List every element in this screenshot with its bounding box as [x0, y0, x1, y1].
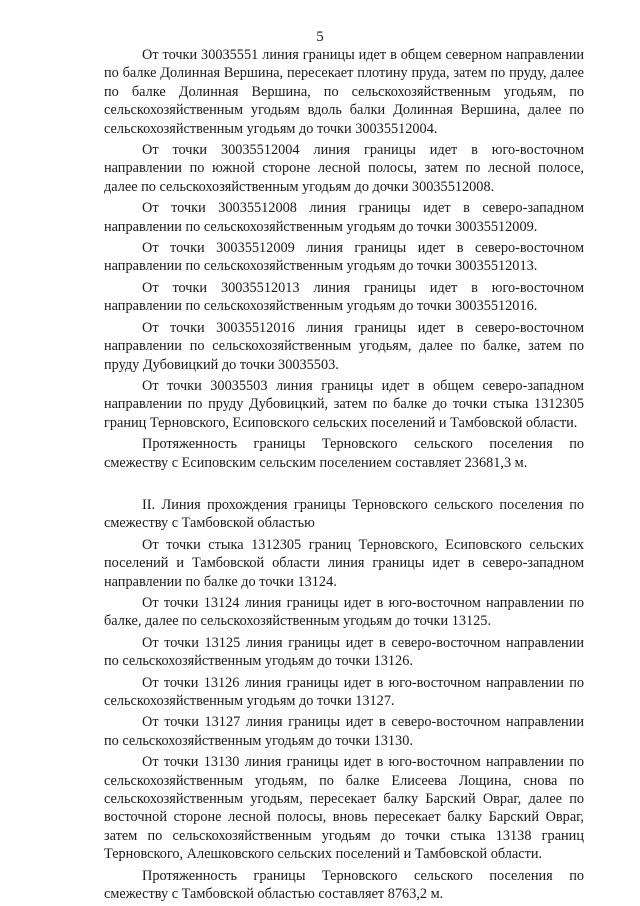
boundary-paragraph: От точки 30035512004 линия границы идет в юго-восточном направлении по южной стороне лесной полосы, затем по лесной полосе, далее по сельскохозяйственным угодьям до дочки 30035512008.: [104, 142, 584, 195]
document-body: [104, 46, 584, 906]
boundary-paragraph: От точки 13124 линия границы идет в юго-восточном направлении по балке, далее по сельскохозяйственным угодьям до точки 13125.: [104, 594, 584, 630]
page-number: 5: [316, 29, 324, 45]
boundary-paragraph: От точки 30035551 линия границы идет в общем северном направлении по балке Долинная Вершина, пересекает плотину пруда, затем по пруду, далее по балке Долинная Вершина, по сельскохозяйственным угодьям, по сельскохозяйственным угодьям вдоль балки Долинная Вершина, далее по сельскохозяйственным угодьям до точки 30035512004.: [104, 47, 584, 137]
boundary-paragraph: От точки 30035512009 линия границы идет в северо-восточном направлении по сельскохозяйственным угодьям до точки 30035512013.: [104, 240, 584, 275]
section-heading: II. Линия прохождения границы Терновского сельского поселения по смежеству с Тамбовской областью: [104, 496, 584, 532]
boundary-length-summary: Протяженность границы Терновского сельского поселения по смежеству с Есиповским сельским поселением составляет 23681,3 м.: [104, 436, 584, 471]
boundary-paragraph: От точки 13126 линия границы идет в юго-восточном направлении по сельскохозяйственным угодьям до точки 13127.: [104, 674, 584, 709]
boundary-paragraph: От точки 30035512008 линия границы идет в северо-западном направлении по сельскохозяйственным угодьям до точки 30035512009.: [104, 200, 584, 235]
boundary-paragraph: От точки стыка 1312305 границ Терновского, Есиповского сельских поселений и Тамбовской области линия границы идет в северо-западном направлении по балке до точки 13124.: [104, 536, 584, 590]
boundary-paragraph: От точки 13125 линия границы идет в северо-восточном направлении по сельскохозяйственным угодьям до точки 13126.: [104, 634, 584, 670]
boundary-paragraph: От точки 30035512016 линия границы идет в северо-восточном направлении по сельскохозяйственным угодьям, далее по балке, затем по пруду Дубовицкий до точки 30035503.: [104, 319, 584, 373]
boundary-paragraph: От точки 30035512013 линия границы идет в юго-восточном направлении по сельскохозяйственным угодьям до точки 30035512016.: [104, 279, 584, 315]
boundary-paragraph: От точки 30035503 линия границы идет в общем северо-западном направлении по пруду Дубовицкий, затем по балке до точки стыка 1312305 границ Терновского, Есиповского сельских поселений и Тамбовской области.: [104, 377, 584, 431]
boundary-paragraph: От точки 13127 линия границы идет в северо-восточном направлении по сельскохозяйственным угодьям до точки 13130.: [104, 714, 584, 749]
boundary-length-summary: Протяженность границы Терновского сельского поселения по смежеству с Тамбовской областью составляет 8763,2 м.: [104, 867, 584, 903]
boundary-paragraph: От точки 13130 линия границы идет в юго-восточном направлении по сельскохозяйственным угодьям, по балке Елисеева Лощина, снова по сельскохозяйственным угодьям, пересекает балку Барский Овраг, далее по восточной стороне лесной полосы, вновь пересекает балку Барский Овраг, затем по сельскохозяйственным угодьям до точки стыка 13138 границ Терновского, Алешковского сельских поселений и Тамбовской области.: [104, 754, 584, 863]
